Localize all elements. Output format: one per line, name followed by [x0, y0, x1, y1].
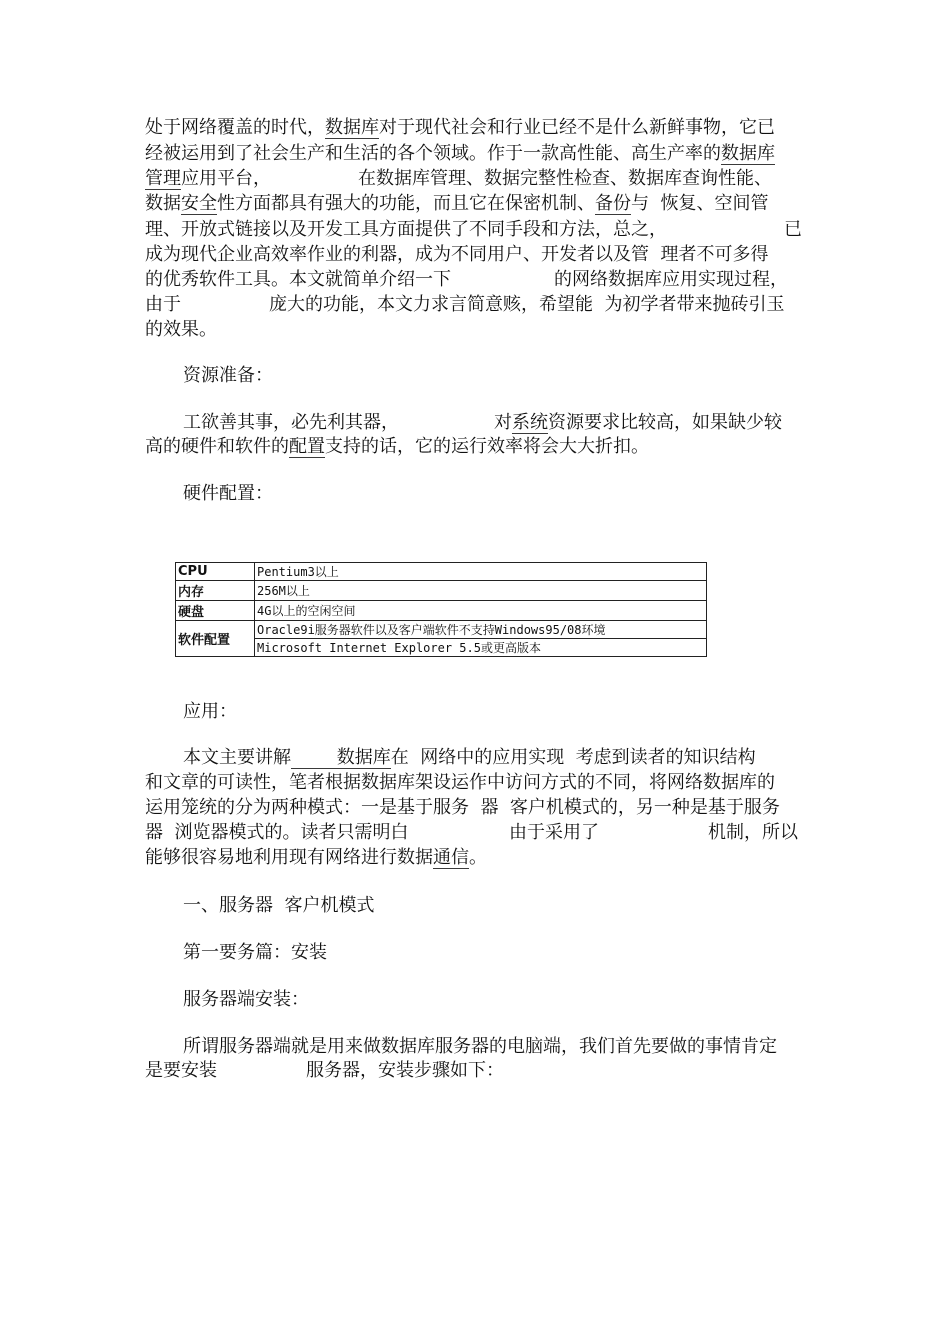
link-database-mgmt[interactable]: 数据库: [721, 143, 775, 164]
text: 的网络数据库应用实现过程，: [554, 269, 788, 290]
link-security[interactable]: 安全: [181, 193, 217, 214]
intro-line-8: [145, 293, 181, 317]
text: 对于现代社会和行业已经不是什么新鲜事物，它已: [379, 117, 775, 138]
text: 由于: [145, 294, 181, 315]
application-heading: 应用：: [183, 701, 237, 722]
text: 应用平台，: [181, 168, 271, 189]
table-key: 软件配置: [176, 621, 255, 657]
section1-heading: 一、服务器 客户机模式: [183, 895, 375, 916]
text: 理、开放式链接以及开发工具方面提供了不同手段和方法，总之，: [145, 219, 667, 240]
application-line-2: [145, 771, 775, 795]
text: 庞大的功能，本文力求言简意赅，希望能 为初学者带来抛砖引玉: [269, 294, 785, 315]
server-install-heading: 服务器端安装：: [183, 989, 309, 1010]
text: 性方面都具有强大的功能，而且它在保密机制、: [217, 193, 595, 214]
table-key: 内存: [176, 581, 255, 601]
text: 在 网络中的应用实现 考虑到读者的知识结构: [390, 747, 756, 768]
text: 高的硬件和软件的: [145, 436, 289, 457]
text: 能够很容易地利用现有网络进行数据: [145, 847, 433, 868]
server-install-line-2: [145, 1059, 217, 1083]
text: 本文主要讲解: [183, 747, 291, 768]
application-line-3: [145, 796, 780, 820]
table-key: CPU: [176, 563, 255, 581]
text: 与 恢复、空间管: [631, 193, 769, 214]
intro-line-2: [145, 142, 775, 166]
link-database-app[interactable]: 数据库: [291, 747, 391, 768]
text: 器 浏览器模式的。读者只需明白: [145, 822, 409, 843]
link-management[interactable]: 管理: [145, 168, 181, 189]
table-value: Oracle9i服务器软件以及客户端软件不支持Windows95/08环境: [255, 621, 707, 639]
resources-heading: 资源准备：: [183, 365, 273, 386]
table-value: Microsoft Internet Explorer 5.5或更高版本: [255, 639, 707, 657]
intro-line-5: [145, 218, 667, 242]
text: 已: [784, 219, 802, 240]
link-system[interactable]: 系统: [512, 412, 548, 433]
intro-line-3: [145, 167, 271, 191]
text: 成为现代企业高效率作业的利器，成为不同用户、开发者以及管 理者不可多得: [145, 244, 769, 265]
application-line-4b: [509, 821, 599, 845]
table-row: [176, 563, 707, 581]
text: 。: [469, 847, 487, 868]
application-line-4: [145, 821, 408, 845]
resources-line-2: [145, 435, 649, 459]
link-database[interactable]: 数据库: [325, 117, 379, 138]
application-line-1: [183, 746, 756, 770]
intro-line-4: [145, 192, 768, 216]
intro-line-7: [145, 268, 451, 292]
application-line-4c: [708, 821, 798, 845]
text: 和文章的可读性，笔者根据数据库架设运作中访问方式的不同，将网络数据库的: [145, 772, 775, 793]
table-row: [176, 639, 707, 657]
text: 服务器，安装步骤如下：: [306, 1060, 504, 1081]
text: 处于网络覆盖的时代，: [145, 117, 325, 138]
text: 运用笼统的分为两种模式：一是基于服务 器 客户机模式的，另一种是基于服务: [145, 797, 780, 818]
table-value: Pentium3以上: [255, 563, 707, 581]
text: 数据: [145, 193, 181, 214]
intro-line-3b: [358, 167, 772, 191]
text: 的效果。: [145, 319, 217, 340]
application-line-5: [145, 846, 487, 870]
table-key: 硬盘: [176, 601, 255, 621]
intro-line-6: [145, 243, 768, 267]
resources-line-1b: [494, 411, 782, 435]
table-row: [176, 601, 707, 621]
link-config[interactable]: 配置: [289, 436, 325, 457]
text: 工欲善其事，必先利其器，: [183, 412, 399, 433]
text: 资源要求比较高，如果缺少较: [548, 412, 782, 433]
text: 是要安装: [145, 1060, 217, 1081]
hardware-heading: 硬件配置：: [183, 483, 273, 504]
table-row: [176, 621, 707, 639]
table-value: 4G以上的空闲空间: [255, 601, 707, 621]
text: 的优秀软件工具。本文就简单介绍一下: [145, 269, 451, 290]
text: 经被运用到了社会生产和生活的各个领域。作于一款高性能、高生产率的: [145, 143, 721, 164]
intro-line-8b: [269, 293, 784, 317]
text: 由于采用了: [509, 822, 599, 843]
link-backup[interactable]: 备份: [595, 193, 631, 214]
text: 对: [494, 412, 512, 433]
link-communication[interactable]: 通信: [433, 847, 469, 868]
table-value: 256M以上: [255, 581, 707, 601]
intro-line-7b: [554, 268, 788, 292]
text: 在数据库管理、数据完整性检查、数据库查询性能、: [358, 168, 772, 189]
text: 机制，所以: [708, 822, 798, 843]
hardware-table: [175, 562, 707, 657]
resources-line-1: [183, 411, 399, 435]
intro-line-1: [145, 116, 775, 140]
table-row: [176, 581, 707, 601]
intro-line-5b: [784, 218, 802, 242]
server-install-line-2b: [306, 1059, 504, 1083]
server-install-line-1: [183, 1035, 777, 1059]
intro-line-9: [145, 318, 217, 342]
text: 支持的话，它的运行效率将会大大折扣。: [325, 436, 649, 457]
step1-heading: 第一要务篇：安装: [183, 942, 327, 963]
text: 所谓服务器端就是用来做数据库服务器的电脑端，我们首先要做的事情肯定: [183, 1036, 777, 1057]
